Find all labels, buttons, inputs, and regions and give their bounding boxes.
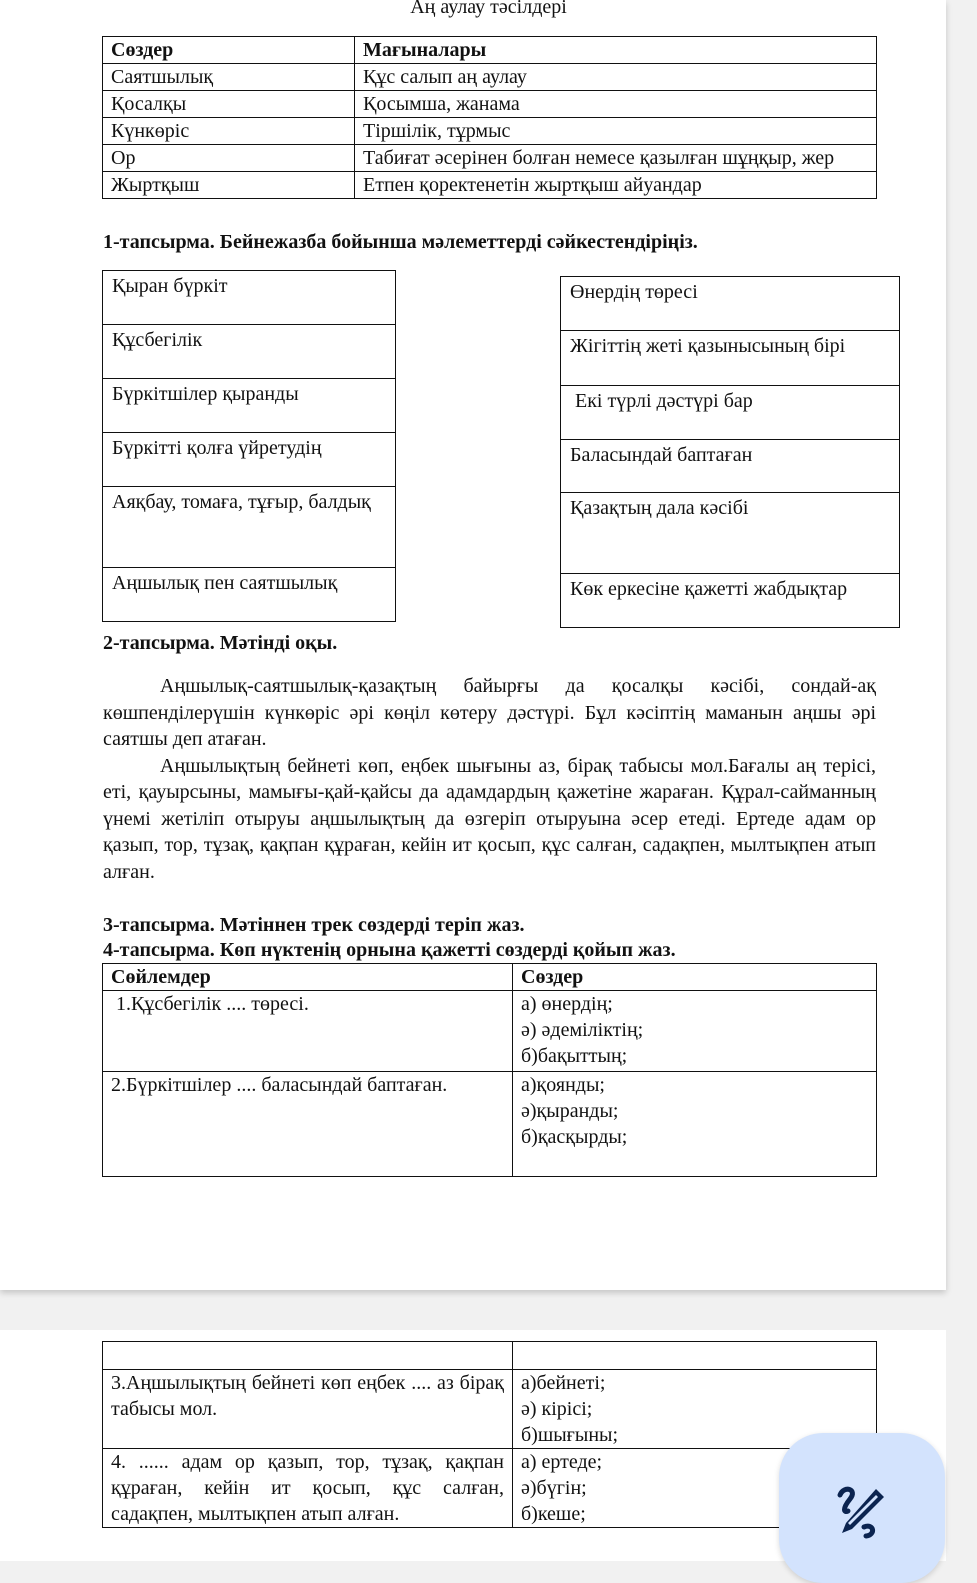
task2-heading: 2-тапсырма. Мәтінді оқы. bbox=[103, 632, 338, 654]
vocab-word: Қосалқы bbox=[103, 91, 355, 118]
option: а) ертеде; bbox=[521, 1451, 603, 1473]
match-item-left: Аңшылық пен саятшылық bbox=[112, 572, 338, 594]
vocab-meaning: Құс салып аң аулау bbox=[355, 64, 877, 91]
match-item-left: Аяқбау, томаға, тұғыр, балдық bbox=[103, 487, 395, 568]
sentence-cell: 4. ...... адам ор қазып, тор, тұзақ, қақпан құраған, кейін ит қосып, құс салған, садақпен, мылтықпен атып алған. bbox=[103, 1449, 513, 1528]
table-row bbox=[103, 64, 877, 91]
option: а)қоянды; bbox=[521, 1074, 605, 1096]
option: б)шығыны; bbox=[521, 1424, 619, 1446]
option: б)қасқырды; bbox=[521, 1126, 628, 1148]
match-item-right: Қазақтың дала кәсібі bbox=[561, 493, 899, 574]
match-item-left: Бүркітті қолға үйретудің bbox=[103, 433, 395, 487]
option: б)кеше; bbox=[521, 1503, 586, 1525]
match-item-right: Баласындай баптаған bbox=[561, 440, 899, 493]
viewer-background bbox=[946, 0, 977, 1561]
table-row bbox=[103, 1449, 877, 1528]
task1-heading: 1-тапсырма. Бейнежазба бойынша мәлеметтерді сәйкестендіріңіз. bbox=[103, 231, 698, 253]
task4-heading: 4-тапсырма. Көп нүктенің орнына қажетті сөздерді қойып жаз. bbox=[103, 939, 676, 961]
vocab-word: Саятшылық bbox=[103, 64, 355, 91]
task1-left-column bbox=[102, 270, 396, 622]
option: ә)қыранды; bbox=[521, 1100, 619, 1122]
reading-text bbox=[103, 673, 876, 885]
option: а) өнердің; bbox=[521, 993, 613, 1015]
task1-right-column bbox=[560, 276, 900, 628]
vocab-header-meanings: Мағыналары bbox=[355, 37, 877, 64]
option: б)бақыттың; bbox=[521, 1045, 628, 1067]
vocab-word: Жыртқыш bbox=[103, 172, 355, 199]
fill-in-table-continued bbox=[102, 1341, 877, 1528]
sentence-cell: 1.Құсбегілік .... төресі. bbox=[103, 991, 513, 1072]
table-header-row-empty bbox=[103, 1342, 877, 1370]
options-cell bbox=[513, 991, 877, 1072]
option: ә)бүгін; bbox=[521, 1477, 587, 1499]
match-item-left: Құсбегілік bbox=[103, 325, 395, 379]
vocab-meaning: Қосымша, жанама bbox=[355, 91, 877, 118]
table-row bbox=[103, 118, 877, 145]
match-item-right: Жігіттің жеті қазынысының бірі bbox=[561, 331, 899, 386]
table-row bbox=[103, 145, 877, 172]
table-row bbox=[103, 91, 877, 118]
table-row bbox=[103, 1370, 877, 1449]
header-sentences: Сөйлемдер bbox=[103, 964, 513, 991]
match-item-left: Қыран бүркіт bbox=[103, 271, 395, 325]
vocab-word: Күнкөріс bbox=[103, 118, 355, 145]
option: ә) кірісі; bbox=[521, 1398, 593, 1420]
match-item-right: Көк еркесіне қажетті жабдықтар bbox=[570, 578, 848, 600]
option: а)бейнеті; bbox=[521, 1372, 606, 1394]
paragraph: Аңшылық-саятшылық-қазақтың байырғы да қосалқы кәсібі, сондай-ақ көшпенділерүшін күнкөріс әрі көңіл көтеру дәстүрі. Бұл кәсіптің маманын аңшы әрі саятшы деп атаған. bbox=[103, 675, 876, 750]
match-item-right: Екі түрлі дәстүрі бар bbox=[561, 386, 899, 440]
options-cell bbox=[513, 1072, 877, 1177]
task3-heading: 3-тапсырма. Мәтіннен трек сөздерді теріп жаз. bbox=[103, 914, 525, 936]
paragraph: Аңшылықтың бейнеті көп, еңбек шығыны аз, бірақ табысы мол.Бағалы аң терісі, еті, қауырсыны, мамығы-қай-қайсы да адамдардың қажетіне жараған. Құрал-сайманның үнемі жетіліп отыруы аңшылықтың да өзгеріп отыруына әсер етеді. Ертеде адам ор қазып, тор, тұзақ, қақпан құраған, кейін ит қосып, құс салған, садақпен, мылтықпен атып алған. bbox=[103, 754, 876, 883]
fill-in-table bbox=[102, 963, 877, 1177]
draw-pen-icon bbox=[834, 1433, 890, 1544]
empty-cell bbox=[513, 1342, 877, 1370]
vocab-word: Ор bbox=[103, 145, 355, 172]
vocab-header-words: Сөздер bbox=[103, 37, 355, 64]
table-row bbox=[103, 172, 877, 199]
table-row bbox=[103, 991, 877, 1072]
vocab-meaning: Тіршілік, тұрмыс bbox=[355, 118, 877, 145]
match-item-left: Бүркітшілер қыранды bbox=[103, 379, 395, 433]
document-title: Аң аулау тәсілдері bbox=[410, 0, 567, 18]
match-item-right: Өнердің төресі bbox=[561, 277, 899, 331]
vocab-meaning: Табиғат әсерінен болған немесе қазылған шұңқыр, жер bbox=[355, 145, 877, 172]
vocab-meaning: Етпен қоректенетін жыртқыш айуандар bbox=[355, 172, 877, 199]
empty-cell bbox=[103, 1342, 513, 1370]
table-row bbox=[103, 1072, 877, 1177]
option: ә) әдеміліктің; bbox=[521, 1019, 644, 1041]
sentence-cell: 2.Бүркітшілер .... баласындай баптаған. bbox=[103, 1072, 513, 1177]
header-words: Сөздер bbox=[513, 964, 877, 991]
sentence-cell: 3.Аңшылықтың бейнеті көп еңбек .... аз бірақ табысы мол. bbox=[103, 1370, 513, 1449]
vocabulary-table bbox=[102, 36, 877, 199]
